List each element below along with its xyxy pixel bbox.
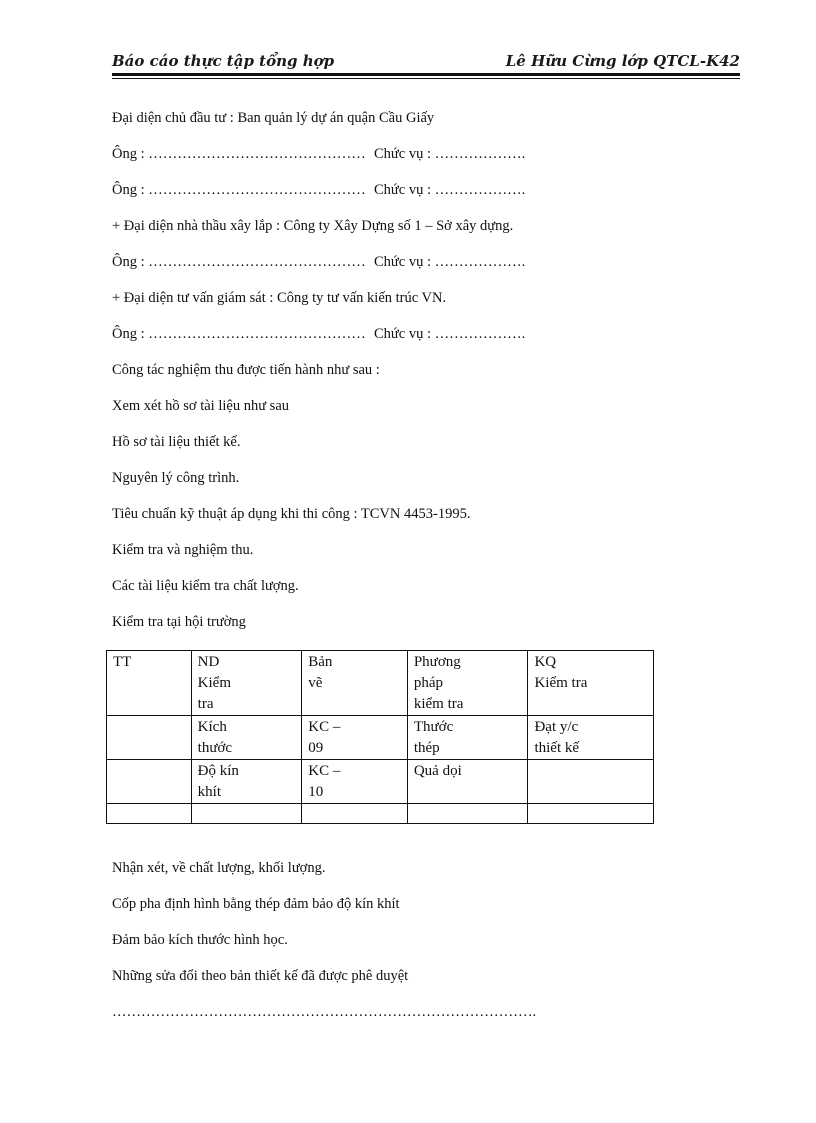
cell-line: Thước <box>413 719 454 735</box>
table-header-row <box>107 651 654 716</box>
header-nd-line: ND <box>197 654 220 670</box>
procedure-item: Các tài liệu kiểm tra chất lượng. <box>112 578 299 594</box>
signature-row <box>112 136 732 172</box>
document-body <box>112 100 732 1030</box>
name-field: Ông : ……………………………………… <box>112 182 366 198</box>
header-tt-text: TT <box>113 654 132 670</box>
header-nd-line: tra <box>197 696 214 712</box>
table-row-empty <box>107 804 654 824</box>
cell-line: Kích <box>197 719 227 735</box>
cell-line: KC – <box>308 719 341 735</box>
cell-line: thước <box>197 740 233 756</box>
position-field: Chức vụ : ………………. <box>374 182 526 198</box>
contractor-representative: + Đại diện nhà thầu xây lắp : Công ty Xây Dựng số 1 – Sở xây dựng. <box>112 218 514 234</box>
header-author-class: Lê Hữu Cừng lớp QTCL-K42 <box>505 52 740 70</box>
conclusion-section <box>112 850 732 1030</box>
header-nd-line: Kiểm <box>197 675 231 691</box>
cell-phuong-phap <box>407 760 528 804</box>
conclusion-item: Những sửa đổi theo bản thiết kế đã được phê duyệt <box>112 968 409 984</box>
signature-row <box>112 316 732 352</box>
header-kq-line: Kiểm tra <box>534 675 588 691</box>
signature-row <box>112 172 732 208</box>
procedure-intro: Công tác nghiệm thu được tiến hành như sau : <box>112 362 380 378</box>
investor-representative: Đại diện chủ đầu tư : Ban quản lý dự án quận Cầu Giấy <box>112 110 435 126</box>
cell-line: thiết kế <box>534 740 580 756</box>
name-field: Ông : ……………………………………… <box>112 326 366 342</box>
cell-line: 10 <box>308 784 324 800</box>
cell-line: Đạt y/c <box>534 719 579 735</box>
cell-kq <box>528 716 654 760</box>
table-row <box>107 716 654 760</box>
signature-row <box>112 244 732 280</box>
procedure-item: Tiêu chuẩn kỹ thuật áp dụng khi thi công : TCVN 4453-1995. <box>112 506 471 522</box>
position-field: Chức vụ : ………………. <box>374 326 526 342</box>
header-phuong-phap-line: Phương <box>413 654 461 670</box>
cell-tt <box>107 716 192 760</box>
header-rule-thin <box>112 78 740 79</box>
cell-line: Độ kín <box>197 763 239 779</box>
procedure-item: Nguyên lý công trình. <box>112 470 240 486</box>
header-kq <box>528 651 654 716</box>
procedure-item: Hồ sơ tài liệu thiết kế. <box>112 434 241 450</box>
conclusion-item: Nhận xét, về chất lượng, khối lượng. <box>112 860 326 876</box>
conclusion-item: Đảm bảo kích thước hình học. <box>112 932 288 948</box>
inspection-table-wrapper <box>106 650 732 824</box>
cell-ban-ve <box>302 716 408 760</box>
position-field: Chức vụ : ………………. <box>374 254 526 270</box>
cell-empty <box>407 804 528 824</box>
conclusion-item: Cốp pha định hình bằng thép đảm bảo độ kín khít <box>112 896 400 912</box>
position-field: Chức vụ : ………………. <box>374 146 526 162</box>
cell-line: Quả dọi <box>413 763 462 779</box>
header-ban-ve-line: vẽ <box>308 675 323 691</box>
header-rule-thick <box>112 73 740 76</box>
cell-line: 09 <box>308 740 324 756</box>
cell-empty <box>528 804 654 824</box>
header-ban-ve <box>302 651 408 716</box>
name-field: Ông : ……………………………………… <box>112 254 366 270</box>
cell-ban-ve <box>302 760 408 804</box>
cell-line: thép <box>413 740 440 756</box>
cell-empty <box>302 804 408 824</box>
cell-nd <box>191 760 302 804</box>
header-ban-ve-line: Bản <box>308 654 333 670</box>
procedure-item: Kiểm tra tại hội trường <box>112 614 246 630</box>
procedure-item: Kiểm tra và nghiệm thu. <box>112 542 254 558</box>
header-phuong-phap <box>407 651 528 716</box>
header-phuong-phap-line: pháp <box>413 675 444 691</box>
table-row <box>107 760 654 804</box>
dotted-fill-line: ……………………………………………………………………………. <box>112 1004 537 1020</box>
inspection-table <box>106 650 654 824</box>
header-nd <box>191 651 302 716</box>
cell-phuong-phap <box>407 716 528 760</box>
cell-kq <box>528 760 654 804</box>
header-report-title: Báo cáo thực tập tổng hợp <box>112 52 335 70</box>
cell-line: KC – <box>308 763 341 779</box>
procedure-item: Xem xét hồ sơ tài liệu như sau <box>112 398 290 414</box>
cell-line: khít <box>197 784 221 800</box>
cell-nd <box>191 716 302 760</box>
header-tt <box>107 651 192 716</box>
header-kq-line: KQ <box>534 654 557 670</box>
header-phuong-phap-line: kiểm tra <box>413 696 464 712</box>
name-field: Ông : ……………………………………… <box>112 146 366 162</box>
consultant-representative: + Đại diện tư vấn giám sát : Công ty tư vấn kiến trúc VN. <box>112 290 447 306</box>
cell-empty <box>107 804 192 824</box>
cell-empty <box>191 804 302 824</box>
cell-tt <box>107 760 192 804</box>
